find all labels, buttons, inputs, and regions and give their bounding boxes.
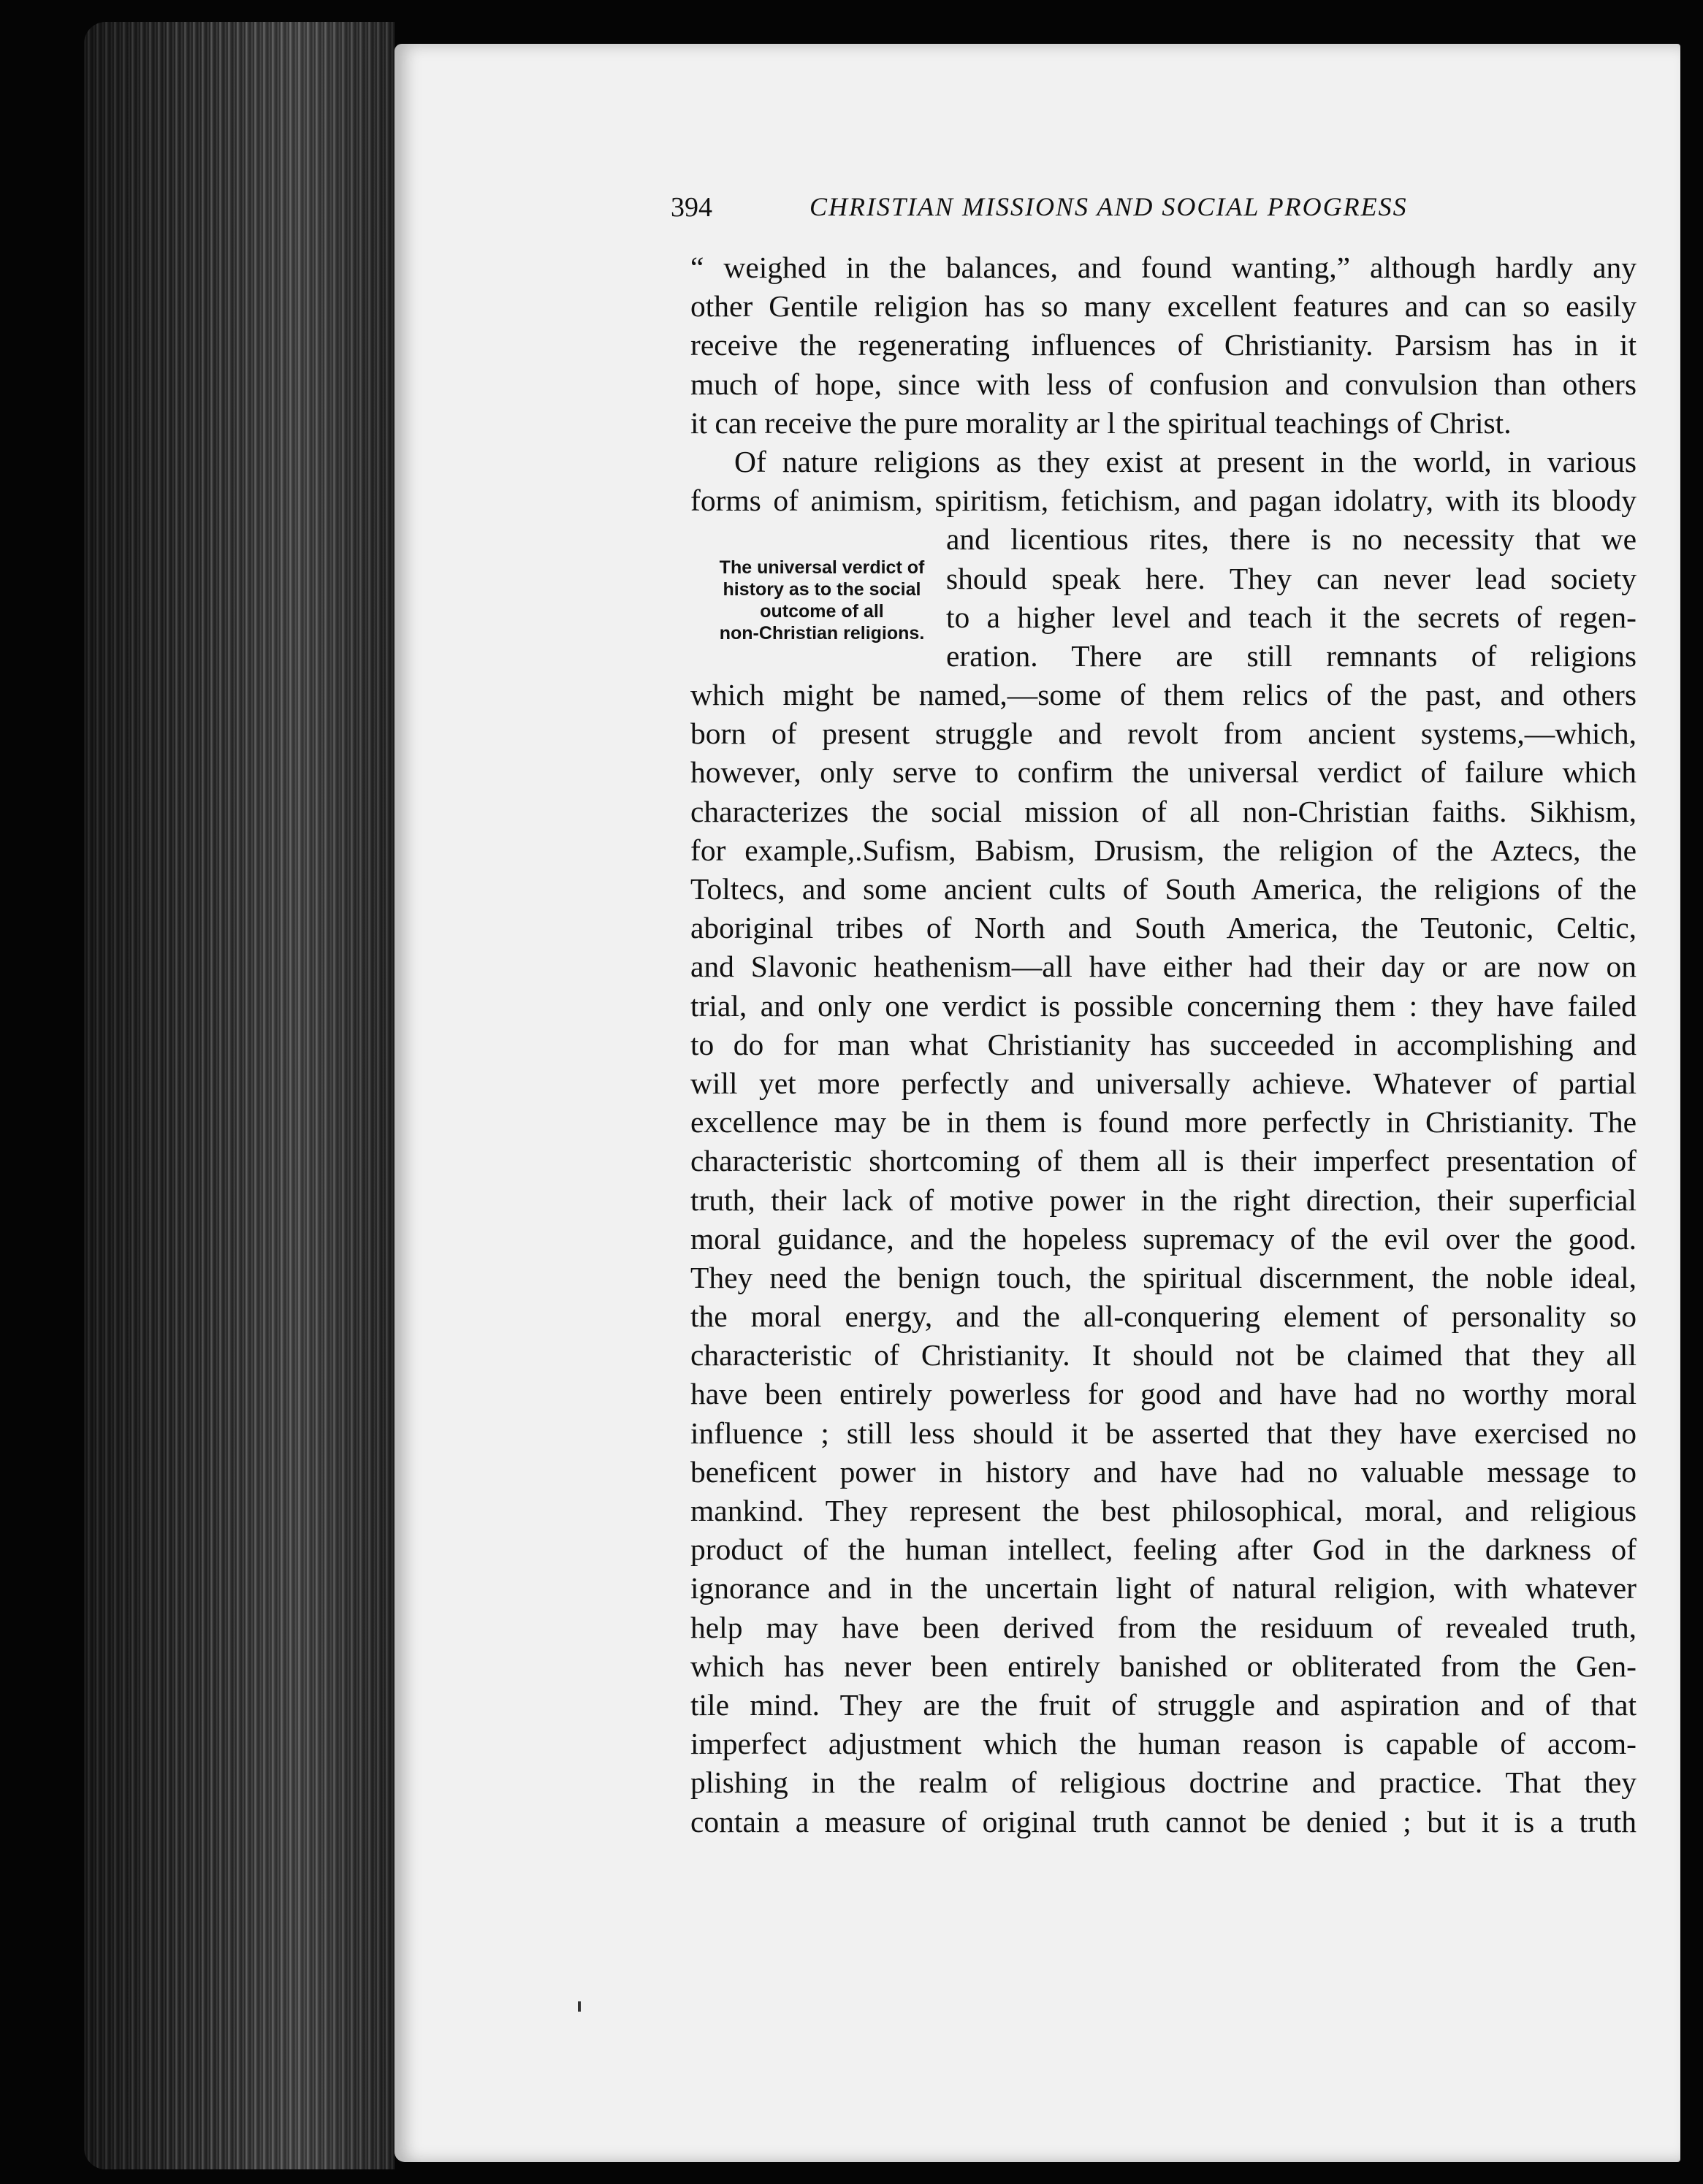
text-line: forms of animism, spiritism, fetichism, and pagan idolatry, with its bloody	[690, 484, 1637, 518]
text-line: help may have been derived from the residuum of revealed truth,	[690, 1610, 1637, 1644]
running-title: CHRISTIAN MISSIONS AND SOCIAL PROGRESS	[809, 192, 1408, 221]
page-number: 394	[671, 192, 712, 223]
text-line: and licentious rites, there is no necessity that we	[946, 522, 1637, 557]
page-edges-shadow	[84, 22, 395, 2169]
text-line: have been entirely powerless for good and have had no worthy moral	[690, 1377, 1637, 1411]
text-line: trial, and only one verdict is possible concerning them : they have failed	[690, 988, 1637, 1023]
text-line: for example,.Sufism, Babism, Drusism, the religion of the Aztecs, the	[690, 833, 1637, 867]
text-line: and Slavonic heathenism—all have either had their day or are now on	[690, 950, 1637, 984]
text-line: They need the benign touch, the spiritual discernment, the noble ideal,	[690, 1260, 1637, 1294]
text-line: the moral energy, and the all-conquering element of personality so	[690, 1299, 1637, 1334]
text-line: should speak here. They can never lead society	[946, 561, 1637, 595]
text-line: eration. There are still remnants of religions	[946, 638, 1637, 673]
text-line: much of hope, since with less of confusion and convulsion than others	[690, 367, 1637, 401]
text-line: plishing in the realm of religious doctrine and practice. That they	[690, 1765, 1637, 1800]
text-line: receive the regenerating influences of Christianity. Parsism has in it	[690, 328, 1637, 362]
text-line: contain a measure of original truth cannot be denied ; but it is a truth	[690, 1804, 1637, 1839]
text-line: moral guidance, and the hopeless supremacy of the evil over the good.	[690, 1221, 1637, 1256]
text-line: characteristic of Christianity. It should not be claimed that they all	[690, 1338, 1637, 1372]
text-line: aboriginal tribes of North and South America, the Teutonic, Celtic,	[690, 911, 1637, 945]
text-line: Toltecs, and some ancient cults of South America, the religions of the	[690, 872, 1637, 906]
text-line: characterizes the social mission of all non-Christian faiths. Sikhism,	[690, 794, 1637, 828]
text-line: born of present struggle and revolt from ancient systems,—which,	[690, 717, 1637, 751]
text-line: truth, their lack of motive power in the right direction, their superficial	[690, 1183, 1637, 1217]
text-line: mankind. They represent the best philosophical, moral, and religious	[690, 1494, 1637, 1527]
margin-note-line: history as to the social	[723, 579, 921, 600]
margin-note-line: outcome of all	[760, 601, 884, 622]
text-line: which has never been entirely banished or obliterated from the Gen-	[690, 1649, 1637, 1683]
body-text	[690, 248, 1637, 1841]
ink-speck	[578, 2001, 581, 2012]
text-line: tile mind. They are the fruit of struggle and aspiration and of that	[690, 1687, 1637, 1722]
text-line: influence ; still less should it be asserted that they have exercised no	[690, 1416, 1637, 1450]
text-line: to a higher level and teach it the secrets of regen-	[946, 600, 1637, 634]
margin-note-line: non-Christian religions.	[719, 623, 925, 644]
text-line: characteristic shortcoming of them all is their imperfect presentation of	[690, 1144, 1637, 1178]
text-line: imperfect adjustment which the human reason is capable of accom-	[690, 1727, 1637, 1761]
text-line: which might be named,—some of them relics of the past, and others	[690, 678, 1637, 712]
text-line: however, only serve to confirm the universal verdict of failure which	[690, 755, 1637, 790]
margin-note-line: The universal verdict of	[719, 557, 925, 578]
text-line: excellence may be in them is found more perfectly in Christianity. The	[690, 1105, 1637, 1139]
text-line: other Gentile religion has so many excellent features and can so easily	[690, 289, 1637, 324]
text-line: beneficent power in history and have had no valuable message to	[690, 1454, 1637, 1489]
text-line: product of the human intellect, feeling after God in the darkness of	[690, 1532, 1637, 1567]
running-head	[671, 191, 1518, 235]
text-line: ignorance and in the uncertain light of natural religion, with whatever	[690, 1571, 1637, 1605]
text-line: “ weighed in the balances, and found wanting,” although hardly any	[690, 251, 1637, 284]
text-line: to do for man what Christianity has succeeded in accomplishing and	[690, 1027, 1637, 1061]
text-line: Of nature religions as they exist at present in the world, in various	[734, 444, 1637, 478]
text-line: it can receive the pure morality ar l the spiritual teachings of Christ.	[690, 405, 1512, 440]
text-line: will yet more perfectly and universally achieve. Whatever of partial	[690, 1066, 1637, 1100]
